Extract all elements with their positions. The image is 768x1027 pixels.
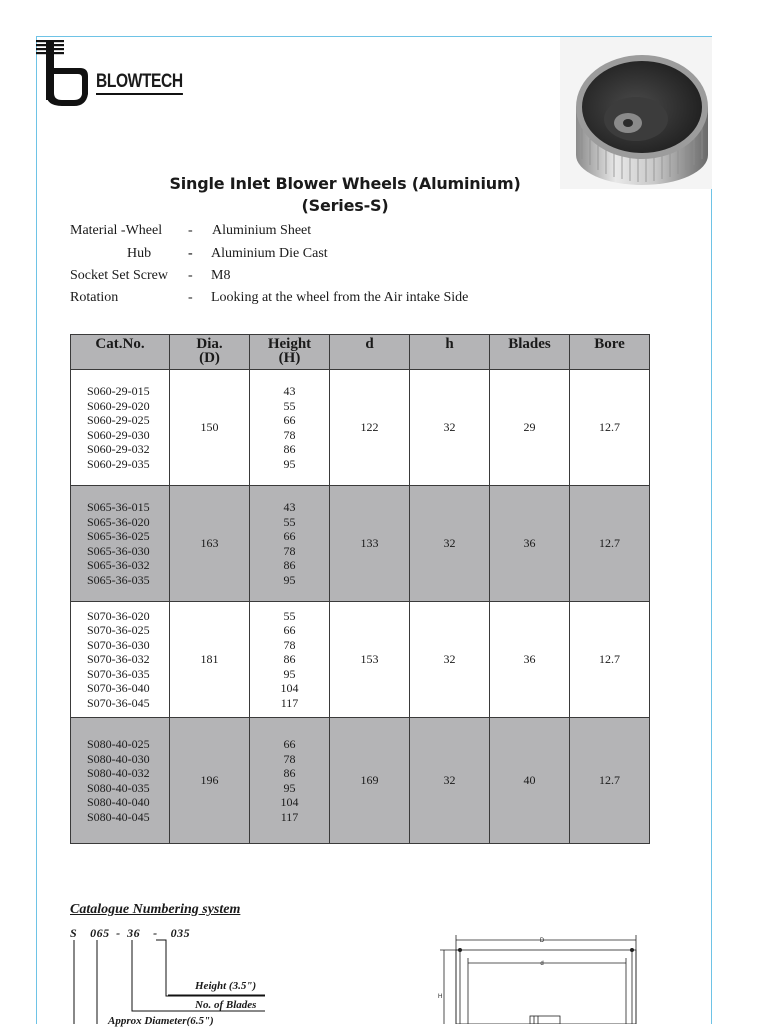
blower-spec-table <box>70 334 650 844</box>
height-value: 78 <box>283 427 296 442</box>
spec-value-rotation: Looking at the wheel from the Air intake Side <box>211 290 469 305</box>
catalogue-example-code: S 065 - 36 - 035 <box>70 926 191 940</box>
height-value: 95 <box>283 572 296 587</box>
col-header-d: d <box>330 335 410 370</box>
cell-d: 169 <box>330 718 410 844</box>
cat-number: S060-29-035 <box>87 456 150 471</box>
wheel-dimension-drawing <box>430 930 650 1024</box>
cat-number: S065-36-025 <box>87 529 150 543</box>
table-row <box>71 370 650 486</box>
height-value: 104 <box>280 795 299 809</box>
cat-number: S065-36-030 <box>87 543 150 558</box>
cell-cat-numbers <box>71 486 170 602</box>
height-value: 86 <box>283 766 296 780</box>
cat-number: S070-36-045 <box>87 695 150 710</box>
cat-number: S070-36-035 <box>87 666 150 681</box>
spec-label-rotation: Rotation <box>70 290 119 305</box>
table-row <box>71 718 650 844</box>
col-header-height: Height (H) <box>250 335 330 370</box>
cat-number: S080-40-025 <box>87 737 150 751</box>
spec-sep: - <box>188 223 193 238</box>
height-value: 95 <box>283 666 296 681</box>
cell-bore: 12.7 <box>570 602 650 718</box>
label-height: Height (3.5") <box>195 980 257 992</box>
col-header-blades: Blades <box>490 335 570 370</box>
catalogue-title: Catalogue Numbering system <box>70 902 241 917</box>
cat-number: S080-40-035 <box>87 780 150 795</box>
table-row <box>71 486 650 602</box>
height-value: 117 <box>280 695 299 710</box>
height-value: 86 <box>283 442 296 456</box>
cell-bore: 12.7 <box>570 718 650 844</box>
label-blades: No. of Blades <box>195 999 257 1011</box>
cat-number: S060-29-032 <box>87 442 150 456</box>
height-value: 43 <box>283 500 296 514</box>
cell-d: 153 <box>330 602 410 718</box>
height-value: 66 <box>283 413 296 427</box>
spec-value-material: Aluminium Sheet <box>212 223 312 238</box>
height-value: 78 <box>283 751 296 766</box>
cat-number: S080-40-032 <box>87 766 150 780</box>
cell-cat-numbers <box>71 370 170 486</box>
cat-number: S065-36-015 <box>87 500 150 514</box>
cat-number: S060-29-025 <box>87 413 150 427</box>
spec-sep: - <box>188 268 193 283</box>
cell-height <box>250 486 330 602</box>
cell-blades: 36 <box>490 486 570 602</box>
col-header-h: h <box>410 335 490 370</box>
cell-h: 32 <box>410 486 490 602</box>
cell-h: 32 <box>410 370 490 486</box>
label-diameter: Approx Diameter(6.5") <box>108 1015 214 1027</box>
cell-height <box>250 718 330 844</box>
cat-number: S060-29-015 <box>87 384 150 398</box>
cell-d: 133 <box>330 486 410 602</box>
cat-number: S070-36-032 <box>87 652 150 667</box>
dim-label-d: d <box>540 961 544 967</box>
height-value: 78 <box>283 637 296 652</box>
cat-number: S060-29-020 <box>87 398 150 413</box>
col-header-dia: Dia. (D) <box>170 335 250 370</box>
height-value: 43 <box>283 384 296 398</box>
col-header-bore: Bore <box>570 335 650 370</box>
dim-label-D: D <box>539 938 545 944</box>
cat-number: S065-36-035 <box>87 572 150 587</box>
cell-blades: 40 <box>490 718 570 844</box>
cat-number: S065-36-020 <box>87 514 150 529</box>
cat-number: S080-40-030 <box>87 751 150 766</box>
blower-wheel-image <box>560 37 712 189</box>
dim-label-H: H <box>438 994 443 1000</box>
cat-number: S080-40-045 <box>87 809 150 824</box>
height-value: 86 <box>283 652 296 667</box>
page-subtitle: (Series-S) <box>301 196 389 215</box>
cell-height <box>250 370 330 486</box>
height-value: 66 <box>283 623 296 638</box>
page-title: Single Inlet Blower Wheels (Aluminium) <box>169 174 521 193</box>
cell-d: 122 <box>330 370 410 486</box>
cell-blades: 36 <box>490 602 570 718</box>
height-value: 55 <box>283 398 296 413</box>
brand-name: BLOWTECH <box>96 72 183 95</box>
table-header-row <box>71 335 650 370</box>
cat-number: S070-36-020 <box>87 608 150 623</box>
spec-label-material: Material -Wheel <box>70 223 163 238</box>
cell-blades: 29 <box>490 370 570 486</box>
cell-bore: 12.7 <box>570 370 650 486</box>
height-value: 55 <box>283 608 296 623</box>
cat-number: S070-36-025 <box>87 623 150 638</box>
cat-number: S060-29-030 <box>87 427 150 442</box>
spec-sep: - <box>188 290 193 305</box>
spec-value-hub: Aluminium Die Cast <box>211 246 328 261</box>
cell-h: 32 <box>410 602 490 718</box>
spec-label-screw: Socket Set Screw <box>70 268 168 283</box>
cell-cat-numbers <box>71 718 170 844</box>
height-value: 55 <box>283 514 296 529</box>
cat-number: S070-36-030 <box>87 637 150 652</box>
cell-dia: 181 <box>170 602 250 718</box>
cat-number: S080-40-040 <box>87 795 150 809</box>
spec-label-hub: Hub <box>127 246 152 261</box>
cell-dia: 196 <box>170 718 250 844</box>
cell-cat-numbers <box>71 602 170 718</box>
height-value: 95 <box>283 456 296 471</box>
height-value: 86 <box>283 558 296 572</box>
cat-number: S070-36-040 <box>87 681 150 696</box>
cell-height <box>250 602 330 718</box>
height-value: 95 <box>283 780 296 795</box>
cell-dia: 163 <box>170 486 250 602</box>
height-value: 66 <box>283 737 296 751</box>
height-value: 66 <box>283 529 296 543</box>
spec-sep: - <box>188 246 193 261</box>
cell-bore: 12.7 <box>570 486 650 602</box>
height-value: 117 <box>280 809 299 824</box>
cell-h: 32 <box>410 718 490 844</box>
col-header-cat: Cat.No. <box>71 335 170 370</box>
spec-value-screw: M8 <box>211 268 231 283</box>
table-row <box>71 602 650 718</box>
cell-dia: 150 <box>170 370 250 486</box>
cat-number: S065-36-032 <box>87 558 150 572</box>
height-value: 78 <box>283 543 296 558</box>
height-value: 104 <box>280 681 299 696</box>
